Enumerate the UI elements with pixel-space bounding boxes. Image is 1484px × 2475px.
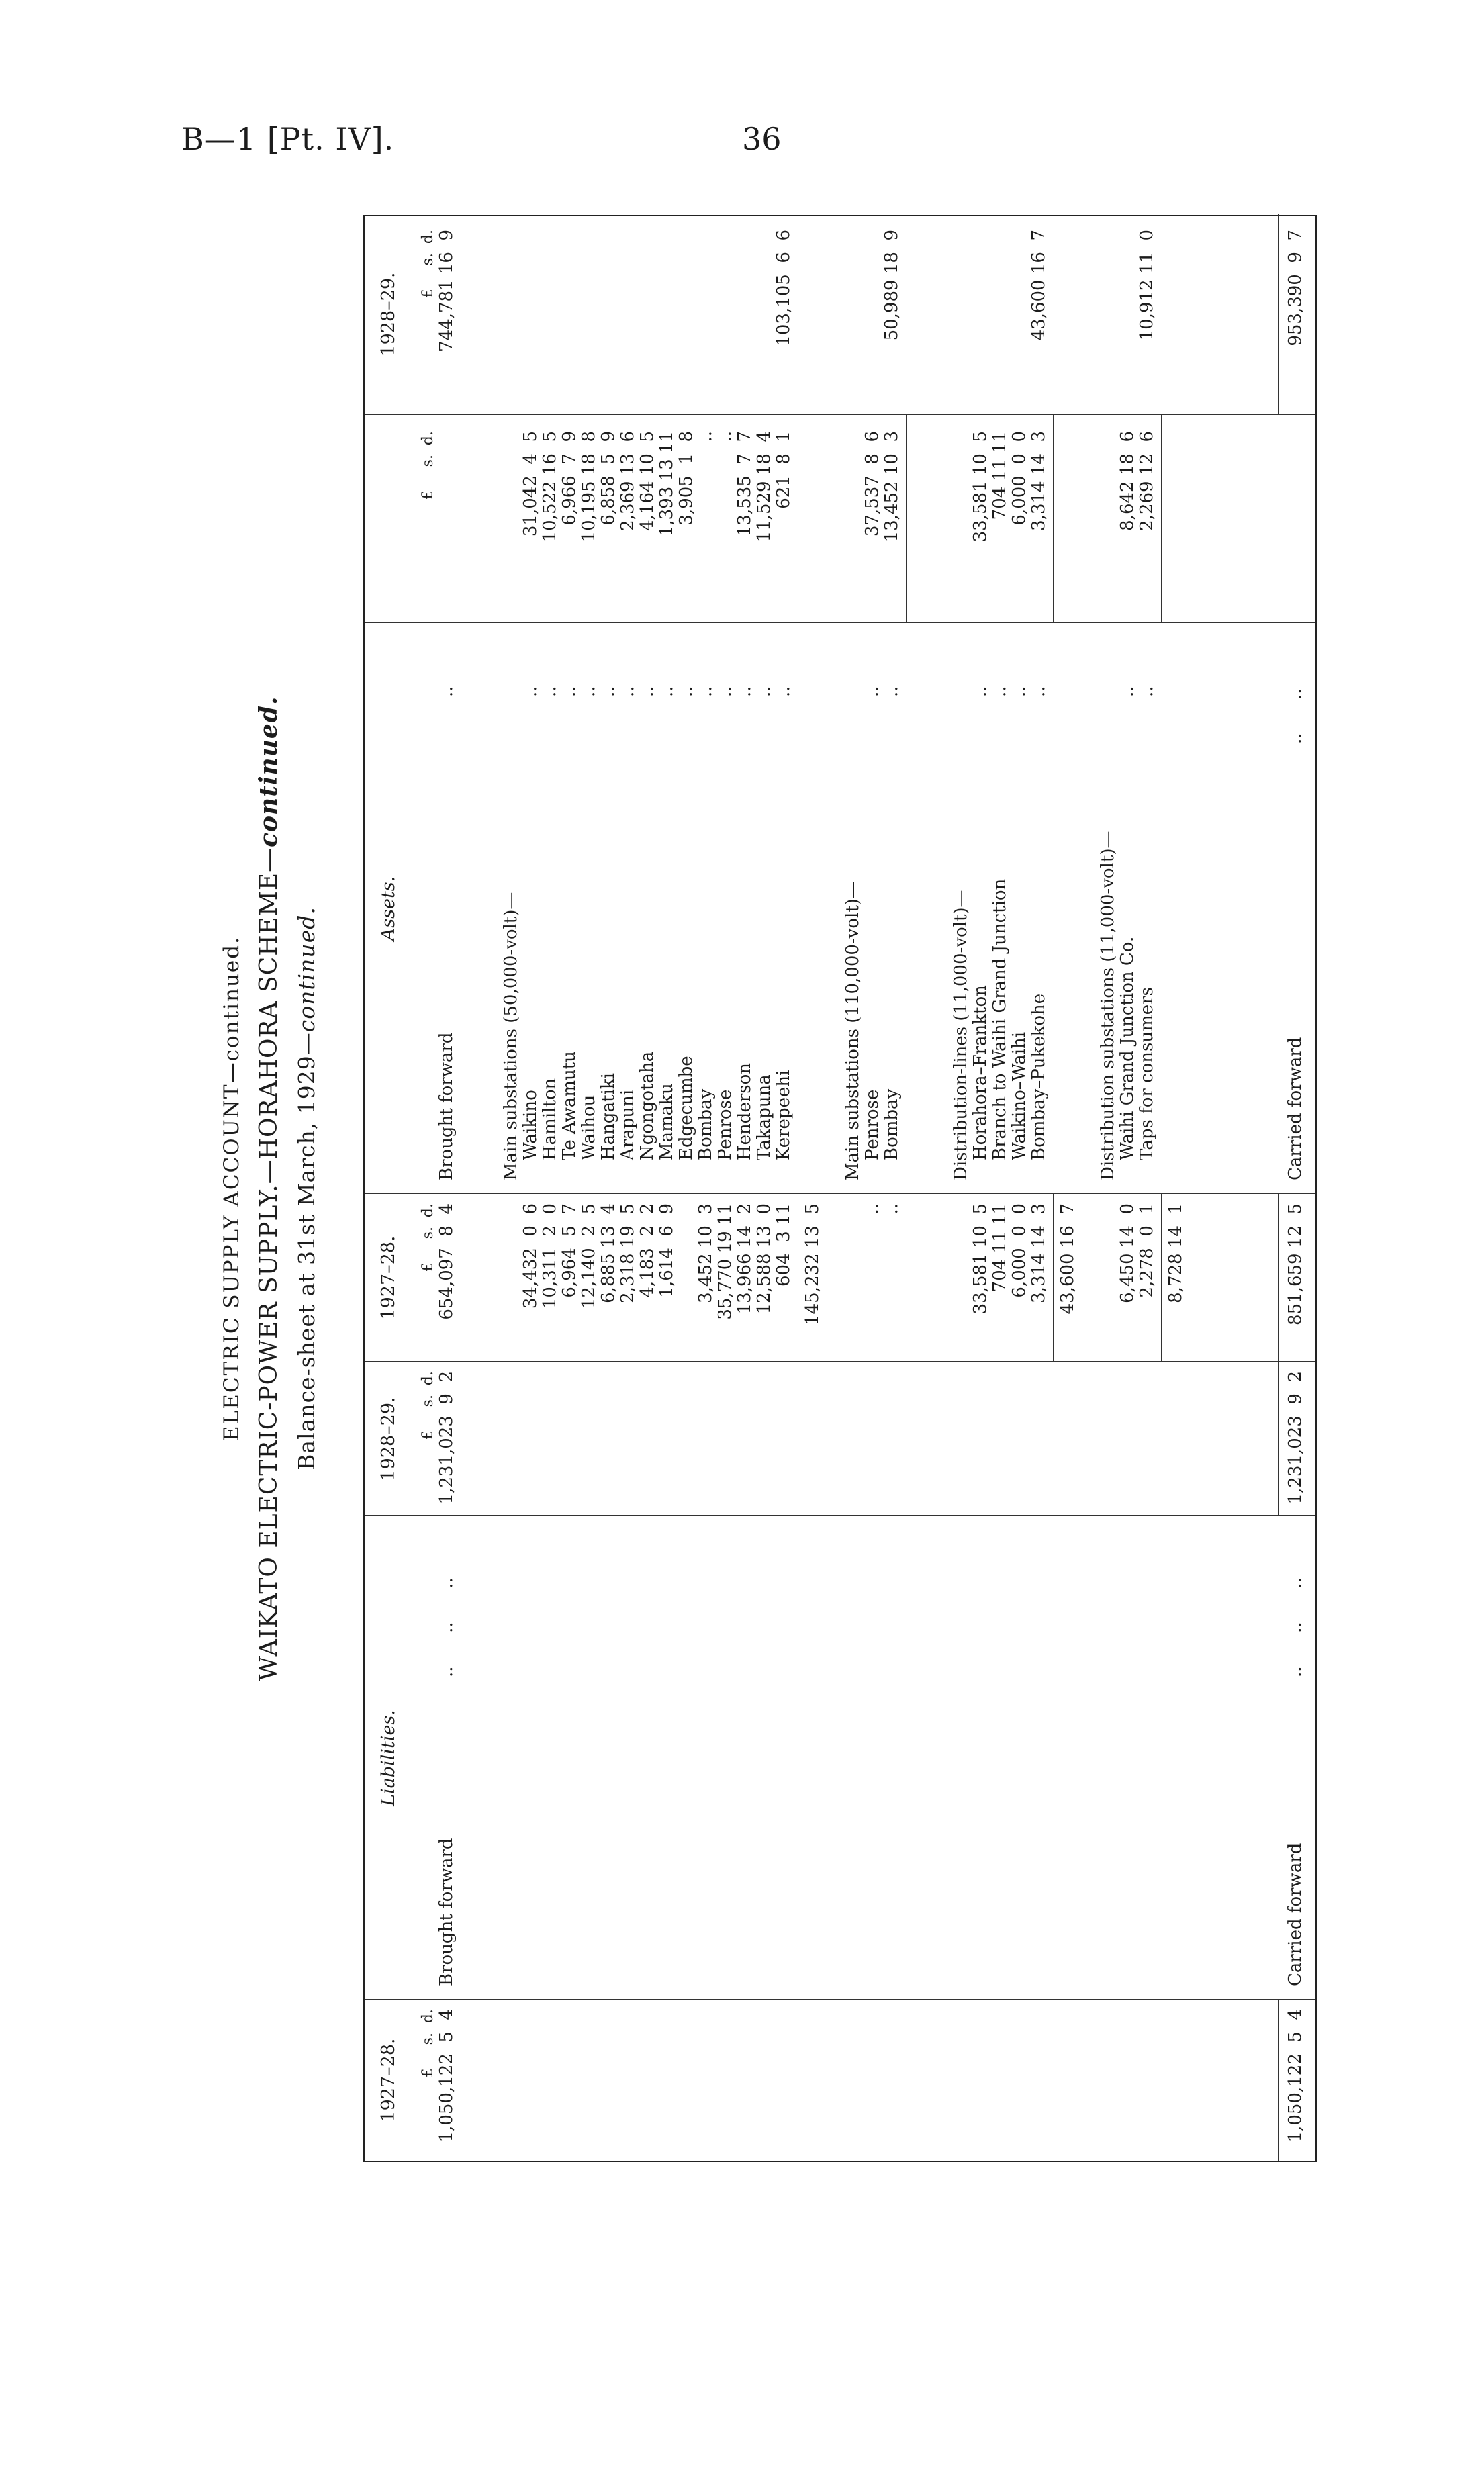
- subtotal-rule: [1161, 1194, 1162, 1362]
- sheet-title-main: Balance-sheet at 31st March, 1929—: [293, 1032, 320, 1470]
- leader-dots: ..: [1137, 686, 1157, 697]
- asset-row-label: Arapuni: [618, 1089, 638, 1160]
- leader-dots: ..: [637, 686, 657, 697]
- asset-row-1928: 704 11 11: [990, 431, 1010, 520]
- asset-group-total-1927: 8,728 14 1: [1166, 1203, 1186, 1303]
- asset-row-1927: 12,588 13 0: [754, 1203, 774, 1315]
- asset-row-1928: 11,529 18 4: [754, 431, 774, 543]
- leader-dots: ..: [715, 686, 735, 697]
- col-divider: [365, 1193, 1315, 1194]
- asset-row-1928: 13,535 7 7: [735, 431, 755, 537]
- asset-row-1927: 33,581 10 5: [970, 1203, 990, 1315]
- asset-row-1928: 6,966 7 9: [559, 431, 579, 526]
- units-asset-sub-1928: £ s. d.: [420, 431, 436, 500]
- col-divider: [365, 414, 1315, 415]
- asset-group-total-1928: 50,989 18 9: [882, 230, 902, 341]
- asset-group-total-1928: 103,105 6 6: [774, 230, 794, 346]
- asset-row-1927: ..: [862, 1203, 882, 1215]
- asset-row-1928: 3,905 1 8: [676, 431, 696, 526]
- asset-row-label: Penrose: [715, 1089, 735, 1160]
- asset-row-label: Bombay–Pukekohe: [1029, 993, 1049, 1160]
- asset-row-label: Kerepeehi: [774, 1070, 794, 1160]
- asset-row-1927: 13,966 14 2: [735, 1203, 755, 1315]
- asset-row-label: Waihi Grand Junction Co.: [1117, 936, 1138, 1160]
- asset-group-total-1928: 43,600 16 7: [1029, 230, 1049, 341]
- asset-row-label: Ngongotaha: [637, 1051, 657, 1160]
- leader-dots: ..: [676, 686, 696, 697]
- asset-group-total-1927: 145,232 13 5: [802, 1203, 823, 1325]
- asset-row-1928: 37,537 8 6: [862, 431, 882, 537]
- leader-dots: ..: [1117, 686, 1138, 697]
- asset-row-1928: 10,195 18 8: [579, 431, 599, 543]
- asset-bf-1927: 654,097 8 4: [436, 1203, 457, 1320]
- leader-dots: ..: [559, 686, 579, 697]
- liab-cf-1928: 1,231,023 9 2: [1285, 1371, 1305, 1505]
- asset-row-1927: 10,311 2 0: [540, 1203, 560, 1309]
- leader-dots: ..: [696, 686, 716, 697]
- col-header-liab-1928: 1928–29.: [377, 1397, 399, 1481]
- asset-row-label: Taps for consumers: [1137, 987, 1157, 1160]
- asset-row-label: Henderson: [735, 1062, 755, 1160]
- asset-cf-1927: 851,659 12 5: [1285, 1203, 1305, 1325]
- asset-row-1927: 3,314 14 3: [1029, 1203, 1049, 1303]
- liab-bf-1928: 1,231,023 9 2: [436, 1371, 457, 1505]
- asset-row-label: Edgecumbe: [676, 1056, 696, 1160]
- page-number: 36: [742, 121, 782, 157]
- asset-row-1927: 6,450 14 0: [1117, 1203, 1138, 1303]
- asset-group-total-1928: 10,912 11 0: [1137, 230, 1157, 341]
- col-header-liab-1927: 1927–28.: [377, 2038, 399, 2122]
- asset-row-1927: 4,183 2 2: [637, 1203, 657, 1298]
- asset-row-1928: 2,269 12 6: [1137, 431, 1157, 531]
- asset-row-1927: 3,452 10 3: [696, 1203, 716, 1303]
- asset-row-1927: 12,140 2 5: [579, 1203, 599, 1309]
- leader-dots: ..: [990, 686, 1010, 697]
- asset-group-total-1927: 43,600 16 7: [1058, 1203, 1078, 1315]
- asset-row-1927: 6,000 0 0: [1009, 1203, 1029, 1298]
- asset-row-label: Te Awamutu: [559, 1051, 579, 1160]
- report-code: B—1 [Pt. IV].: [181, 121, 395, 157]
- asset-group-heading: Distribution-lines (11,000-volt)—: [951, 890, 971, 1180]
- leader-dots: ..: [862, 686, 882, 697]
- units-asset-1928: £ s. d.: [420, 230, 436, 299]
- asset-row-1928: 8,642 18 6: [1117, 431, 1138, 531]
- asset-row-label: Waikino–Waihi: [1009, 1031, 1029, 1160]
- asset-row-1928: 6,858 5 9: [598, 431, 618, 526]
- leader-dots: ..: [735, 686, 755, 697]
- asset-row-label: Waihou: [579, 1094, 599, 1160]
- leader-dots: ..: [540, 686, 560, 697]
- asset-row-label: Takapuna: [754, 1074, 774, 1160]
- asset-row-label: Waikino: [520, 1090, 541, 1160]
- leader-dots: ..: [754, 686, 774, 697]
- asset-group-heading: Main substations (50,000-volt)—: [501, 892, 521, 1180]
- asset-row-1927: 2,278 0 1: [1137, 1203, 1157, 1298]
- rotated-balance-sheet: [205, 161, 1319, 2216]
- asset-row-1928: 3,314 14 3: [1029, 431, 1049, 531]
- asset-row-1928: 13,452 10 3: [882, 431, 902, 543]
- asset-row-1927: 704 11 11: [990, 1203, 1010, 1293]
- leader-dots: ..: [579, 686, 599, 697]
- cf-rule: [1278, 2000, 1279, 2161]
- asset-cf-1928: 953,390 9 7: [1285, 230, 1305, 346]
- asset-row-label: Horahora–Frankton: [970, 985, 990, 1160]
- leader-dots: ..: [1009, 686, 1029, 697]
- asset-row-1928: 10,522 16 5: [540, 431, 560, 543]
- leader-dots: ..: [970, 686, 990, 697]
- col-header-asset-1928: 1928–29.: [377, 272, 399, 357]
- col-header-liabilities: Liabilities.: [377, 1710, 399, 1806]
- title-block: [205, 161, 339, 2216]
- asset-row-1927: 1,614 6 9: [657, 1203, 677, 1298]
- cf-rule: [1278, 214, 1279, 415]
- leader-dots: ..: [1029, 686, 1049, 697]
- cf-rule: [1278, 1194, 1279, 1516]
- col-divider: [365, 1361, 1315, 1362]
- sheet-title: [293, 161, 320, 2216]
- leader-dots: .. ..: [1285, 688, 1305, 744]
- leader-dots: ..: [520, 686, 541, 697]
- asset-row-1928: 31,042 4 5: [520, 431, 541, 537]
- subtotal-rule: [1161, 415, 1162, 623]
- leader-dots: ..: [436, 686, 457, 697]
- asset-row-1928: 1,393 13 11: [657, 431, 677, 537]
- asset-row-1928: 621 8 1: [774, 431, 794, 509]
- asset-row-1927: 6,964 5 7: [559, 1203, 579, 1298]
- units-asset-1927: £ s. d.: [420, 1203, 436, 1272]
- leader-dots: ..: [657, 686, 677, 697]
- scheme-title-cont: continued.: [254, 696, 283, 847]
- asset-row-1927: 2,318 19 5: [618, 1203, 638, 1303]
- col-divider: [365, 1999, 1315, 2000]
- col-header-assets: Assets.: [377, 876, 399, 941]
- asset-row-label: Hamilton: [540, 1078, 560, 1160]
- asset-row-1927: 604 3 11: [774, 1203, 794, 1287]
- leader-dots: ..: [882, 686, 902, 697]
- asset-row-1927: 6,885 13 4: [598, 1203, 618, 1303]
- units-liab-1928: £ s. d.: [420, 1371, 436, 1440]
- scheme-title: [254, 161, 283, 2216]
- subtotal-rule: [906, 415, 907, 623]
- asset-row-1928: ..: [696, 431, 716, 442]
- liab-bf-1927: 1,050,122 5 4: [436, 2009, 457, 2143]
- units-liab-1927: £ s. d.: [420, 2009, 436, 2078]
- asset-row-1928: 33,581 10 5: [970, 431, 990, 543]
- account-title: ELECTRIC SUPPLY ACCOUNT—continued.: [220, 936, 244, 1441]
- asset-row-1928: 2,369 13 6: [618, 431, 638, 531]
- balance-sheet-table: [363, 215, 1317, 2162]
- col-divider: [365, 1515, 1315, 1516]
- subtotal-rule: [1053, 415, 1054, 623]
- leader-dots: .. .. ..: [436, 1577, 457, 1677]
- scheme-title-main: WAIKATO ELECTRIC-POWER SUPPLY.—HORAHORA SCHEME—: [255, 847, 283, 1681]
- asset-row-1927: ..: [882, 1203, 902, 1215]
- asset-row-1927: 34,432 0 6: [520, 1203, 541, 1309]
- asset-group-heading: Main substations (110,000-volt)—: [843, 881, 863, 1180]
- asset-bf-label: Brought forward: [436, 1032, 457, 1180]
- asset-row-1928: 6,000 0 0: [1009, 431, 1029, 526]
- asset-row-1927: 35,770 19 11: [715, 1203, 735, 1320]
- asset-row-label: Mamaku: [657, 1083, 677, 1160]
- subtotal-rule: [1053, 1194, 1054, 1362]
- leader-dots: ..: [598, 686, 618, 697]
- asset-row-label: Penrose: [862, 1089, 882, 1160]
- asset-row-1928: ..: [715, 431, 735, 442]
- leader-dots: ..: [618, 686, 638, 697]
- col-divider: [365, 622, 1315, 623]
- asset-row-label: Branch to Waihi Grand Junction: [990, 878, 1010, 1160]
- asset-group-heading: Distribution substations (11,000-volt)—: [1098, 831, 1118, 1180]
- asset-row-label: Bombay: [696, 1088, 716, 1160]
- asset-row-label: Hangatiki: [598, 1073, 618, 1160]
- leader-dots: .. .. ..: [1285, 1577, 1305, 1677]
- asset-bf-1928: 744,781 16 9: [436, 230, 457, 352]
- leader-dots: ..: [774, 686, 794, 697]
- liab-bf-label: Brought forward: [436, 1838, 457, 1986]
- liab-cf-1927: 1,050,122 5 4: [1285, 2009, 1305, 2143]
- col-header-asset-1927: 1927–28.: [377, 1235, 399, 1320]
- sheet-title-cont: continued.: [293, 906, 320, 1033]
- asset-row-1928: 4,164 10 5: [637, 431, 657, 531]
- asset-cf-label: Carried forward: [1285, 1037, 1305, 1180]
- liab-cf-label: Carried forward: [1285, 1842, 1305, 1986]
- asset-row-label: Bombay: [882, 1088, 902, 1160]
